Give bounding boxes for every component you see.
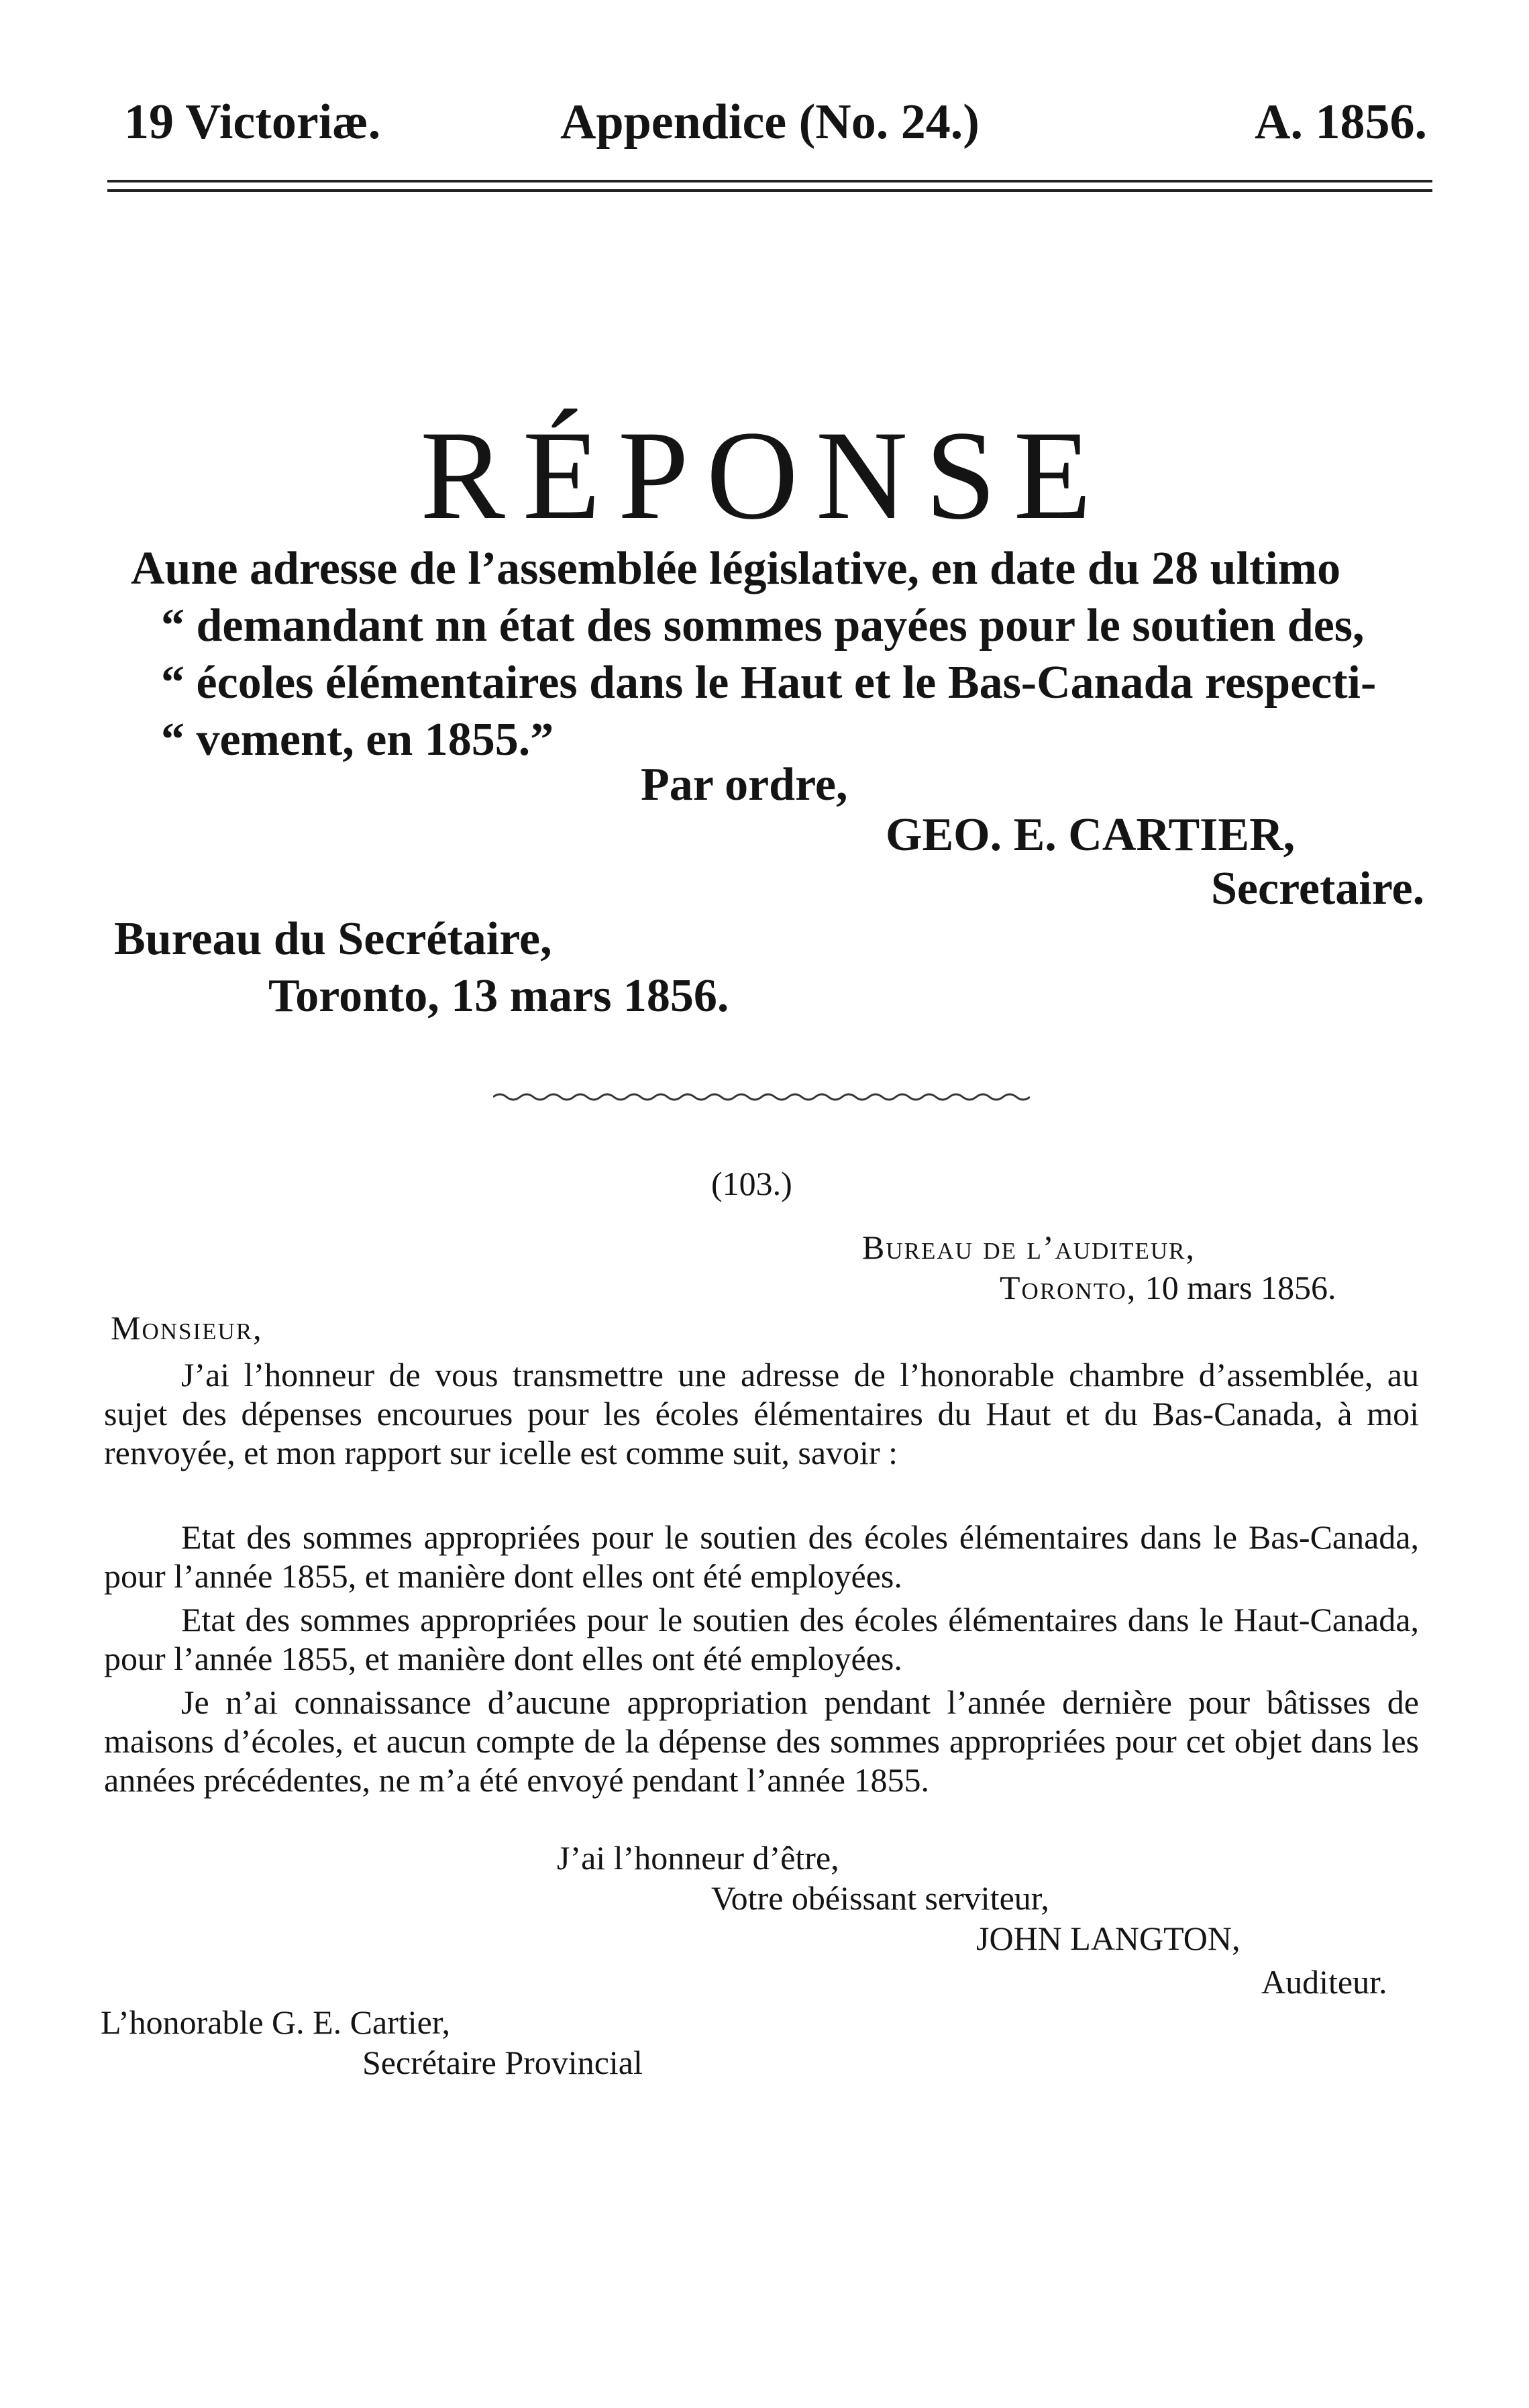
address-line-2: “ demandant nn état des sommes payées pour le soutien des, bbox=[161, 600, 1365, 651]
address-line-3: “ écoles élémentaires dans le Haut et le Bas-Canada respecti- bbox=[161, 657, 1377, 709]
header-year: A. 1856. bbox=[1255, 95, 1427, 150]
header-rule-top bbox=[107, 180, 1432, 182]
addressee-line-2: Secrétaire Provincial bbox=[362, 2044, 643, 2081]
closing-line-1: J’ai l’honneur d’être, bbox=[557, 1839, 839, 1877]
letter-paragraph-4: Je n’ai connaissance d’aucune appropriation pendant l’année dernière pour bâtisses de maisons d’écoles, et aucun compte de la dépense des sommes appropriées pour cet objet dans les années précédentes, ne m’a été envoyé pendant l’année 1855. bbox=[104, 1683, 1419, 1799]
letter-paragraph-3: Etat des sommes appropriées pour le soutien des écoles élémentaires dans le Haut-Canada, pour l’année 1855, et manière dont elles ont été employées. bbox=[104, 1601, 1419, 1677]
header-appendix: Appendice (No. 24.) bbox=[560, 95, 980, 150]
addressee-line-1: L’honorable G. E. Cartier, bbox=[101, 2003, 450, 2041]
wavy-divider bbox=[493, 1090, 1030, 1104]
closing-line-2: Votre obéissant serviteur, bbox=[711, 1879, 1049, 1917]
page-title: RÉPONSE bbox=[420, 405, 1109, 546]
signer-langton-title: Auditeur. bbox=[1261, 1963, 1387, 2001]
header-rule-bottom bbox=[107, 189, 1432, 192]
bureau-line-2: Toronto, 13 mars 1856. bbox=[268, 970, 729, 1022]
letter-place: Toronto, bbox=[1000, 1269, 1137, 1306]
letter-salutation: Monsieur, bbox=[111, 1309, 263, 1347]
signer-cartier-title: Secretaire. bbox=[1211, 863, 1425, 914]
address-line-4: “ vement, en 1855.” bbox=[161, 714, 554, 766]
letter-office: Bureau de l’auditeur, bbox=[862, 1228, 1196, 1266]
signer-langton: JOHN LANGTON, bbox=[976, 1920, 1241, 1957]
par-ordre: Par ordre, bbox=[641, 759, 848, 810]
letter-date: 10 mars 1856. bbox=[1145, 1269, 1336, 1306]
address-line-1: Aune adresse de l’assemblée législative, en date du 28 ultimo bbox=[131, 543, 1341, 594]
letter-paragraph-1: J’ai l’honneur de vous transmettre une adresse de l’honorable chambre d’assemblée, au sujet des dépenses encourues pour les écoles élémentaires du Haut et du Bas-Canada, à moi renvoyée, et mon rapport sur icelle est comme suit, savoir : bbox=[104, 1356, 1419, 1471]
bureau-line-1: Bureau du Secrétaire, bbox=[114, 913, 552, 965]
signer-cartier: GEO. E. CARTIER, bbox=[886, 809, 1296, 861]
letter-number: (103.) bbox=[711, 1165, 792, 1202]
header-volume: 19 Victoriæ. bbox=[124, 95, 381, 150]
letter-paragraph-2: Etat des sommes appropriées pour le soutien des écoles élémentaires dans le Bas-Canada, pour l’année 1855, et manière dont elles ont été employées. bbox=[104, 1518, 1419, 1595]
letter-place-date bbox=[1000, 1268, 1336, 1307]
